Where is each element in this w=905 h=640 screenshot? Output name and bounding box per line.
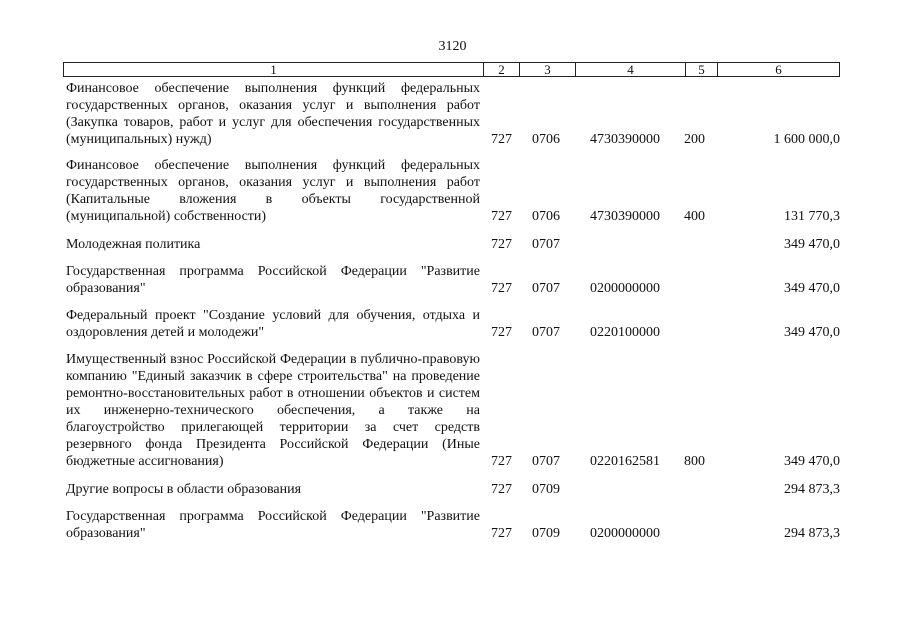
row-section: 0706 [532,209,560,224]
row-type: 400 [684,209,705,224]
row-amount: 1 600 000,0 [773,132,840,147]
table-row [66,307,840,341]
table-row [66,263,840,297]
row-target: 4730390000 [590,132,660,147]
row-name: Федеральный проект "Создание условий для обучения, отдыха и оздоровления детей и молодежи" [66,308,480,340]
row-ministry: 727 [491,132,512,147]
table-row [66,236,840,253]
table-header-row [63,62,840,77]
row-name: Молодежная политика [66,237,201,252]
row-section: 0707 [532,325,560,340]
row-section: 0707 [532,454,560,469]
row-name: Государственная программа Российской Федерации "Развитие образования" [66,509,480,541]
row-ministry: 727 [491,526,512,541]
row-target: 0200000000 [590,526,660,541]
row-target: 0220162581 [590,454,660,469]
row-amount: 131 770,3 [784,209,840,224]
row-amount: 294 873,3 [784,482,840,497]
row-ministry: 727 [491,325,512,340]
row-section: 0707 [532,237,560,252]
column-header-3: 3 [520,63,576,76]
row-target: 0200000000 [590,281,660,296]
row-amount: 349 470,0 [784,237,840,252]
row-type: 200 [684,132,705,147]
table-row [66,481,840,498]
row-name: Имущественный взнос Российской Федерации в публично-правовую компанию "Единый заказчик в сфере строительства" на проведение ремонтно-восстановительных работ в отношении объектов и систем их инженерно-технического обеспечения, а также на благоустройство прилегающей территории за счет средств резервного фонда Президента Российской Федерации (Иные бюджетные ассигнования) [66,352,480,469]
row-name: Финансовое обеспечение выполнения функций федеральных государственных органов, оказания услуг и выполнения работ (Закупка товаров, работ и услуг для обеспечения государственных (муниципальных) нужд) [66,81,480,147]
row-section: 0709 [532,482,560,497]
column-header-2: 2 [484,63,520,76]
row-name: Финансовое обеспечение выполнения функций федеральных государственных органов, оказания услуг и выполнения работ (Капитальные вложения в объекты государственной (муниципальной) собственности) [66,158,480,224]
row-ministry: 727 [491,454,512,469]
row-amount: 349 470,0 [784,281,840,296]
row-name: Государственная программа Российской Федерации "Развитие образования" [66,264,480,296]
row-amount: 349 470,0 [784,325,840,340]
row-ministry: 727 [491,281,512,296]
column-header-4: 4 [576,63,686,76]
table-row [66,157,840,225]
row-section: 0706 [532,132,560,147]
column-header-6: 6 [775,62,782,77]
row-amount: 349 470,0 [784,454,840,469]
table-row [66,351,840,470]
row-target: 0220100000 [590,325,660,340]
row-target: 4730390000 [590,209,660,224]
column-header-1: 1 [64,63,484,76]
row-amount: 294 873,3 [784,526,840,541]
page-number: 3120 [438,39,467,54]
column-header-5: 5 [686,63,718,76]
row-ministry: 727 [491,237,512,252]
table-row [66,80,840,148]
row-ministry: 727 [491,482,512,497]
row-section: 0709 [532,526,560,541]
row-type: 800 [684,454,705,469]
row-section: 0707 [532,281,560,296]
table-row [66,508,840,542]
row-name: Другие вопросы в области образования [66,482,302,497]
row-ministry: 727 [491,209,512,224]
